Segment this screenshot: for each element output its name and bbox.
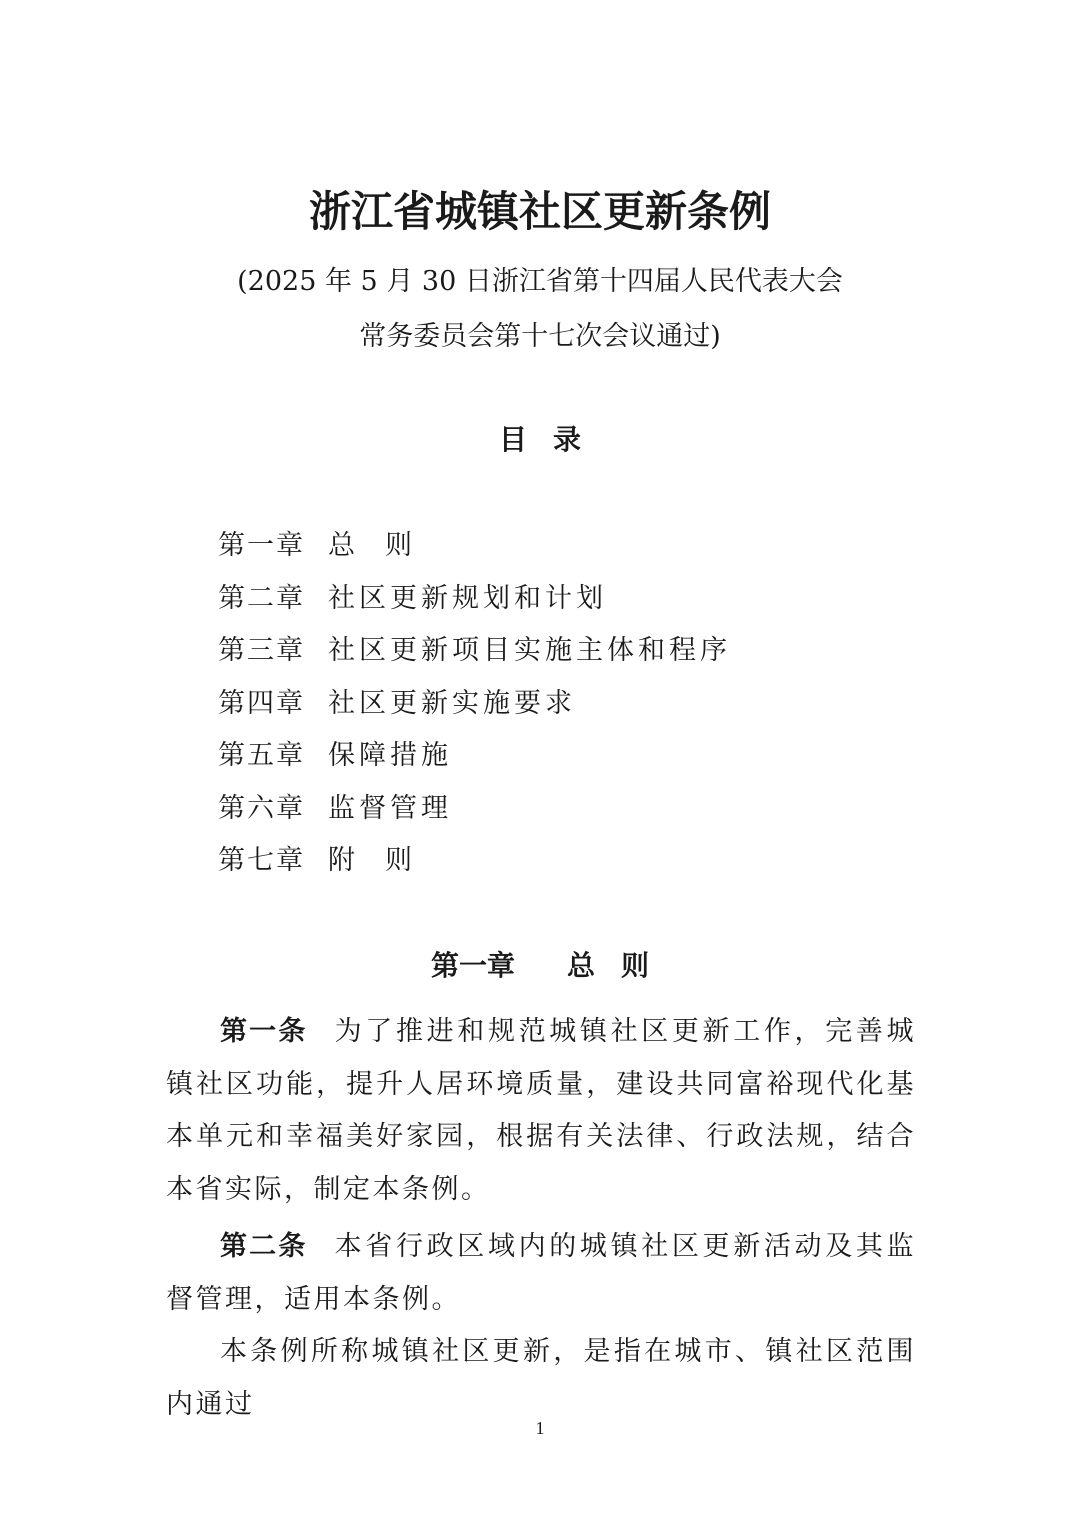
chapter-heading [0,946,1080,986]
article-label: 第一条 [220,1016,308,1047]
toc-chapter-number: 第一章 [218,530,305,561]
chapter-number: 第一章 [430,949,515,982]
chapter-title: 总则 [567,949,676,982]
article-2 [166,1221,916,1326]
toc-item [218,629,731,682]
toc-item [218,787,731,840]
article-text: 本省行政区域内的城镇社区更新活动及其监督管理，适用本条例。 [166,1231,917,1315]
article-1 [166,1006,916,1216]
table-of-contents [218,524,731,892]
article-text: 为了推进和规范城镇社区更新工作，完善城镇社区功能，提升人居环境质量，建设共同富裕现代化基本单元和幸福美好家园，根据有关法律、行政法规，结合本省实际，制定本条例。 [166,1016,917,1205]
toc-chapter-title: 总则 [328,530,442,561]
toc-chapter-title: 监督管理 [328,792,452,824]
toc-chapter-title: 保障措施 [328,740,452,771]
toc-chapter-number: 第六章 [218,792,305,824]
toc-chapter-number: 第二章 [218,582,305,614]
document-title: 浙江省城镇社区更新条例 [308,187,771,236]
toc-chapter-title: 社区更新项目实施主体和程序 [328,635,731,666]
toc-item [218,682,731,735]
page-number: 1 [535,1418,545,1438]
toc-item [218,839,731,892]
toc-chapter-title: 社区更新规划和计划 [328,582,607,614]
toc-chapter-number: 第七章 [218,845,305,876]
adoption-note-line-1: (2025 年 5 月 30 日浙江省第十四届人民代表大会 [237,266,843,297]
paragraph-text: 本条例所称城镇社区更新，是指在城市、镇社区范围内通过 [166,1336,916,1420]
toc-chapter-number: 第五章 [218,740,305,771]
toc-chapter-number: 第三章 [218,635,305,666]
adoption-note-line-2: 常务委员会第十七次会议通过) [359,321,721,352]
toc-item [218,734,731,787]
article-label: 第二条 [220,1231,308,1262]
toc-item [218,524,731,577]
toc-chapter-title: 附则 [328,845,442,876]
toc-item [218,577,731,630]
toc-heading: 目录 [498,423,607,456]
toc-chapter-number: 第四章 [218,687,305,719]
toc-chapter-title: 社区更新实施要求 [328,687,576,719]
